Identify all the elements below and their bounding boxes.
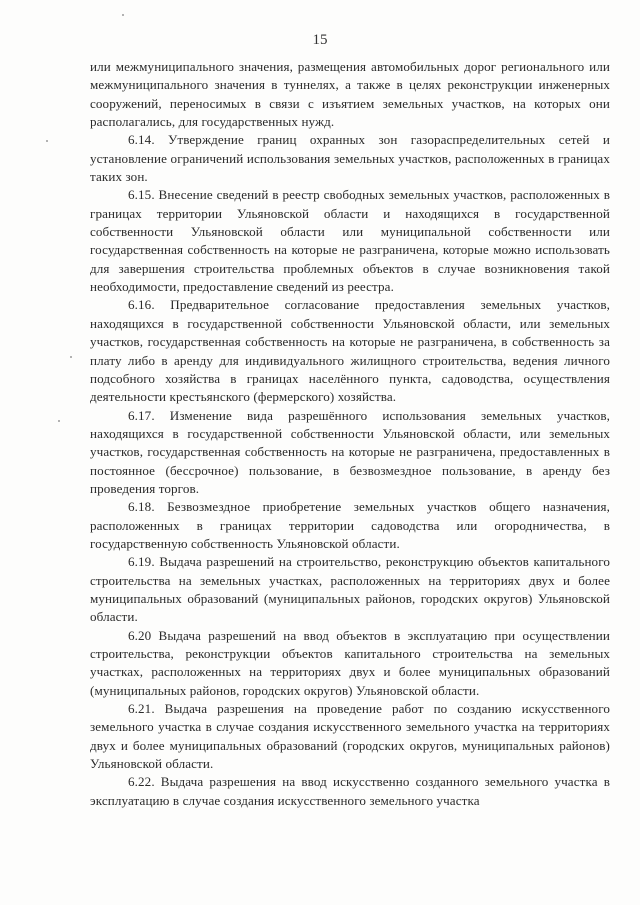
paragraph-6-22: 6.22. Выдача разрешения на ввод искусственно созданного земельного участка в эксплуатацию в случае создания искусственного земельного участка <box>90 774 610 808</box>
paragraph-6-20: 6.20 Выдача разрешений на ввод объектов в эксплуатацию при осуществлении строительства, реконструкции объектов капитального строительства на земельных участках, расположенных на территориях двух и более муниципальных образований (муниципальных районов, городских округов) Ульяновской области. <box>90 627 610 698</box>
paragraph-6-18: 6.18. Безвозмездное приобретение земельных участков общего назначения, расположенных в границах территории садоводства или огородничества, в государственную собственность Ульяновской области. <box>90 499 610 551</box>
paragraph-6-16: 6.16. Предварительное согласование предоставления земельных участков, находящихся в государственной собственности Ульяновской области, или земельных участков, государственная собственность на которые не разграничена, в собственность за плату либо в аренду для индивидуального жилищного строительства, ведения личного подсобного хозяйства в границах населённого пункта, садоводства, осуществления деятельности крестьянского (фермерского) хозяйства. <box>90 297 610 405</box>
scan-speck <box>122 14 124 16</box>
paragraph-6-19: 6.19. Выдача разрешений на строительство, реконструкцию объектов капитального строительства на земельных участках, расположенных на территориях двух и более муниципальных образований (муниципальных районов, городских округов) Ульяновской области. <box>90 554 610 625</box>
paragraph-6-15: 6.15. Внесение сведений в реестр свободных земельных участков, расположенных в границах территории Ульяновской области и находящихся в государственной собственности Ульяновской области или муниципальной собственности или государственная собственность на которые не разграничена, которые можно использовать для завершения строительства проблемных объектов в случае возникновения такой необходимости, предоставление сведений из реестра. <box>90 187 610 295</box>
paragraph-6-17: 6.17. Изменение вида разрешённого использования земельных участков, находящихся в государственной собственности Ульяновской области, или земельных участков, государственная собственность на которые не разграничена, предоставленных в постоянное (бессрочное) пользование, в безвозмездное пользование, в аренду без проведения торгов. <box>90 407 610 496</box>
paragraph-continuation: или межмуниципального значения, размещения автомобильных дорог регионального или межмуниципального значения в туннелях, а также в целях реконструкции инженерных сооружений, переносимых в связи с изъятием земельных участков, на которых они располагались, для государственных нужд. <box>90 59 610 130</box>
page-number: 15 <box>312 32 328 48</box>
paragraph-6-14: 6.14. Утверждение границ охранных зон газораспределительных сетей и установление ограничений использования земельных участков, расположенных в границах таких зон. <box>90 132 610 185</box>
document-body <box>90 58 610 810</box>
scan-speck <box>58 420 60 422</box>
paragraph-6-21: 6.21. Выдача разрешения на проведение работ по созданию искусственного земельного участка в случае создания искусственного земельного участка на территориях двух и более муниципальных образований (городских округов, муниципальных районов) Ульяновской области. <box>90 701 610 772</box>
scan-speck <box>70 356 72 358</box>
scan-speck <box>46 140 48 142</box>
